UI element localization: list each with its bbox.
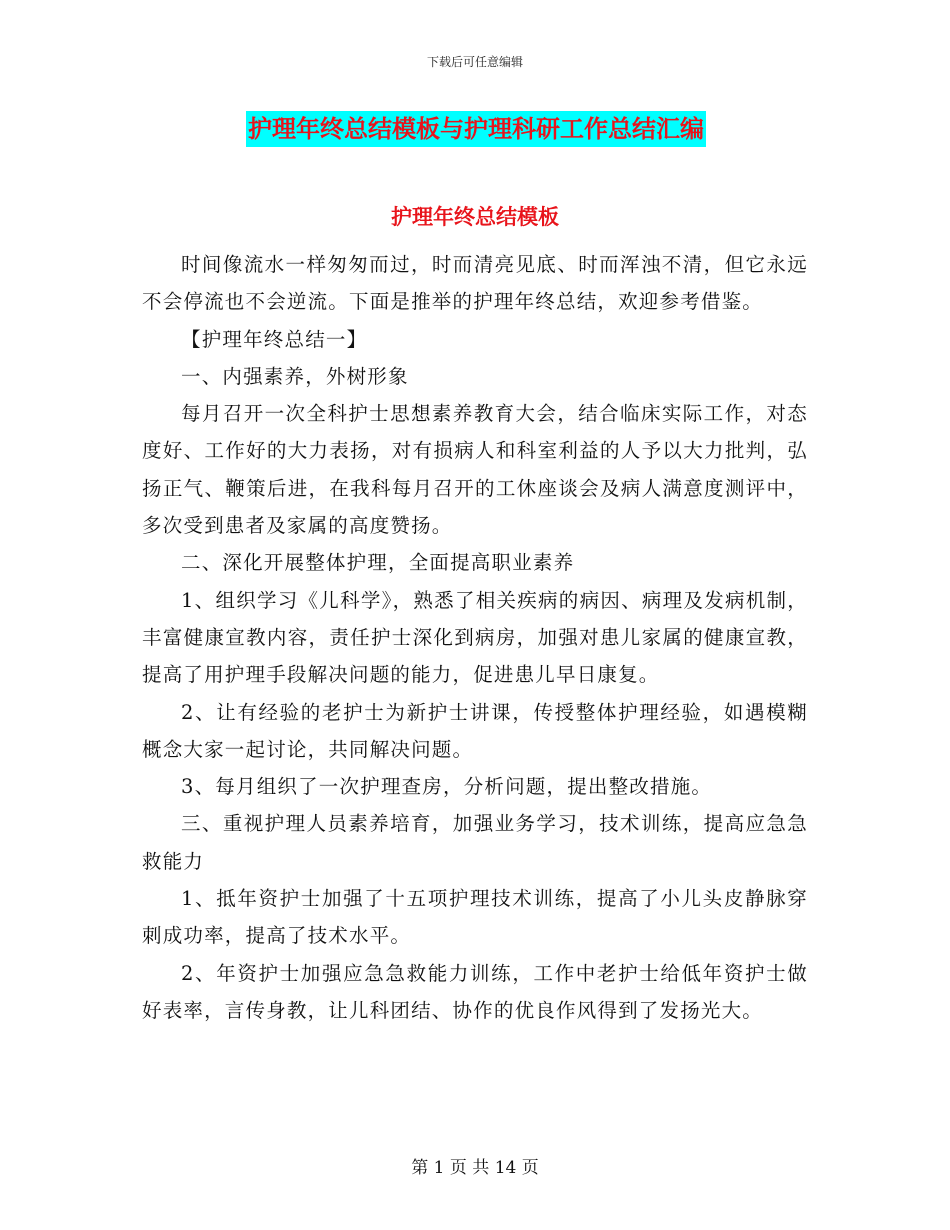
paragraph: 三、重视护理人员素养培育，加强业务学习，技术训练，提高应急急救能力	[142, 812, 808, 873]
header-note: 下载后可任意编辑	[426, 55, 523, 69]
document-title: 护理年终总结模板与护理科研工作总结汇编	[246, 111, 706, 147]
paragraph: 每月召开一次全科护士思想素养教育大会，结合临床实际工作，对态度好、工作好的大力表扬，对有损病人和科室利益的人予以大力批判，弘扬正气、鞭策后进，在我科每月召开的工休座谈会及病人满意度测评中，多次受到患者及家属的高度赞扬。	[142, 402, 808, 538]
paragraph: 二、深化开展整体护理，全面提高职业素养	[181, 551, 575, 575]
paragraph: 1、抵年资护士加强了十五项护理技术训练，提高了小儿头皮静脉穿刺成功率，提高了技术水平。	[142, 887, 808, 948]
paragraph: 时间像流水一样匆匆而过，时而清亮见底、时而浑浊不清，但它永远不会停流也不会逆流。下面是推举的护理年终总结，欢迎参考借鉴。	[142, 253, 808, 314]
paragraph: 【护理年终总结一】	[181, 327, 368, 351]
document-body	[142, 246, 808, 1029]
paragraph: 1、组织学习《儿科学》，熟悉了相关疾病的病因、病理及发病机制，丰富健康宣教内容，责任护士深化到病房，加强对患儿家属的健康宣教，提高了用护理手段解决问题的能力，促进患儿早日康复。	[142, 588, 808, 687]
section-title: 护理年终总结模板	[391, 205, 559, 229]
paragraph: 2、年资护士加强应急急救能力训练，工作中老护士给低年资护士做好表率，言传身教，让儿科团结、协作的优良作风得到了发扬光大。	[142, 961, 808, 1022]
paragraph: 2、让有经验的老护士为新护士讲课，传授整体护理经验，如遇模糊概念大家一起讨论，共同解决问题。	[142, 700, 808, 761]
paragraph: 3、每月组织了一次护理查房，分析问题，提出整改措施。	[181, 775, 713, 799]
page-number: 第 1 页 共 14 页	[411, 1158, 539, 1178]
paragraph: 一、内强素养，外树形象	[181, 364, 409, 388]
